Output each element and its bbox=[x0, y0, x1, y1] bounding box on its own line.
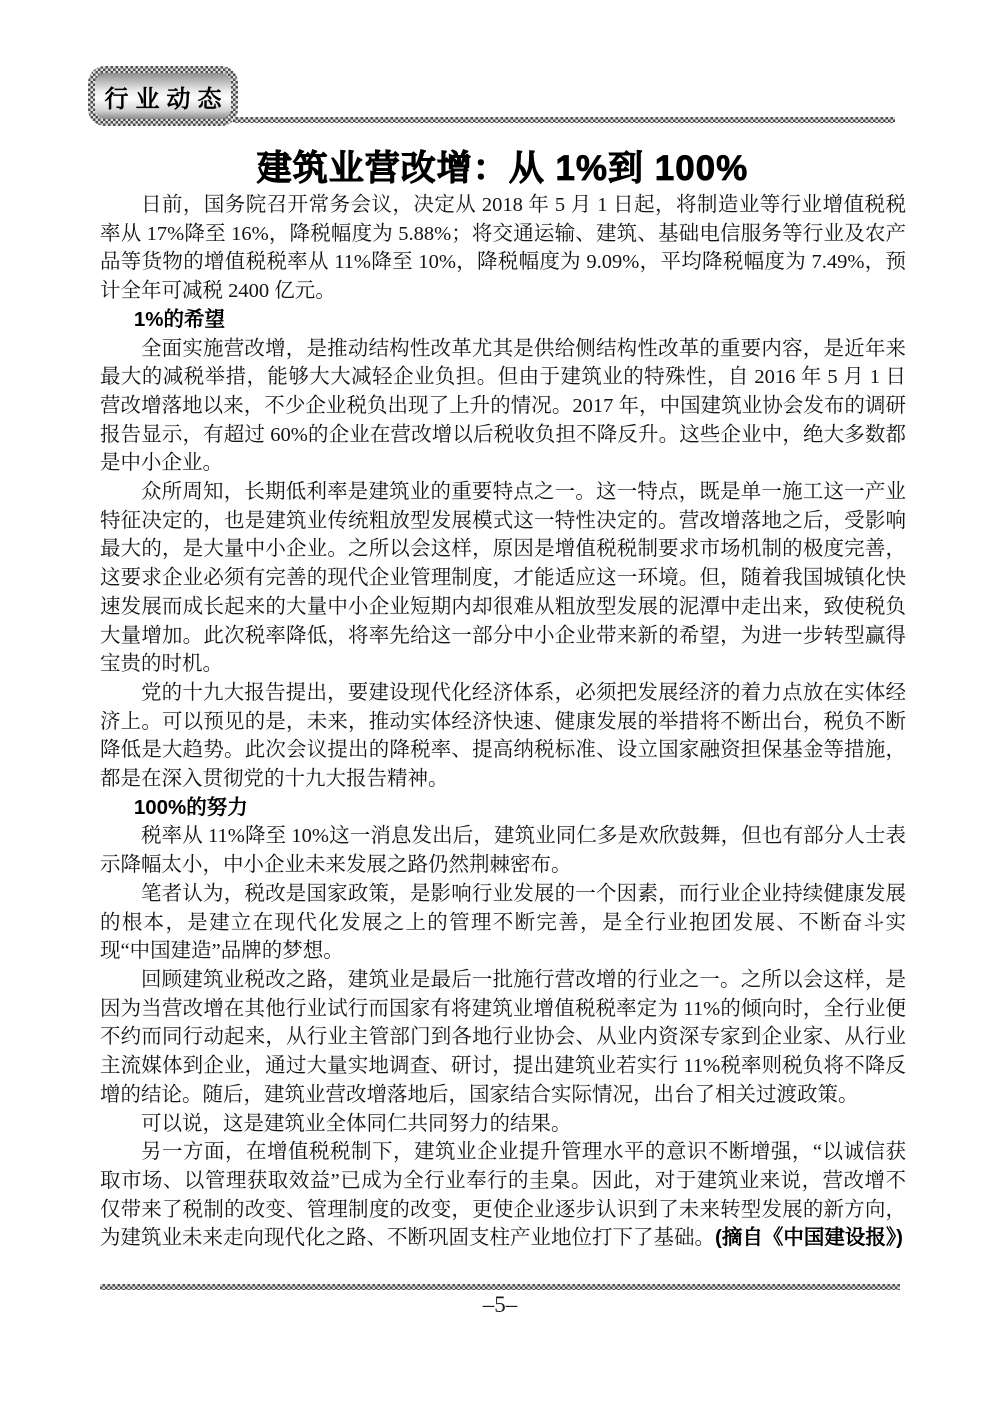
body-paragraph: 回顾建筑业税改之路，建筑业是最后一批施行营改增的行业之一。之所以会这样，是因为当营改增在其他行业试行而国家有将建筑业增值税税率定为 11%的倾向时，全行业便不约而同行动起来，从行业主管部门到各地行业协会、从业内资深专家到企业家、从行业主流媒体到企业，通过大量实地调查、研讨，提出建筑业若实行 11%税率则税负将不降反增的结论。随后，建筑业营改增落地后，国家结合实际情况，出台了相关过渡政策。 bbox=[100, 968, 906, 1106]
body-paragraph bbox=[100, 1138, 906, 1253]
body-paragraph: 可以说，这是建筑业全体同仁共同努力的结果。 bbox=[141, 1112, 572, 1135]
article-title: 建筑业营改增：从 1%到 100% bbox=[256, 149, 749, 188]
section-heading: 1%的希望 bbox=[133, 307, 225, 331]
header-rule bbox=[233, 117, 895, 123]
section-badge bbox=[88, 66, 238, 126]
body-paragraph: 众所周知，长期低利率是建筑业的重要特点之一。这一特点，既是单一施工这一产业特征决定的，也是建筑业传统粗放型发展模式这一特性决定的。营改增落地之后，受影响最大的，是大量中小企业。之所以会这样，原因是增值税税制要求市场机制的极度完善，这要求企业必须有完善的现代企业管理制度，才能适应这一环境。但，随着我国城镇化快速发展而成长起来的大量中小企业短期内却很难从粗放型发展的泥潭中走出来，致使税负大量增加。此次税率降低，将率先给这一部分中小企业带来新的希望，为进一步转型赢得宝贵的时机。 bbox=[100, 481, 906, 676]
body-paragraph: 日前，国务院召开常务会议，决定从 2018 年 5 月 1 日起，将制造业等行业增值税税率从 17%降至 16%，降税幅度为 5.88%；将交通运输、建筑、基础电信服务等行业及农产品等货物的增值税税率从 11%降至 10%，降税幅度为 9.09%，平均降税幅度为 7.49%，预计全年可减税 2400 亿元。 bbox=[100, 194, 906, 303]
body-paragraph: 党的十九大报告提出，要建设现代化经济体系，必须把发展经济的着力点放在实体经济上。可以预见的是，未来，推动实体经济快速、健康发展的举措将不断出台，税负不断降低是大趋势。此次会议提出的降税率、提高纳税标准、设立国家融资担保基金等措施，都是在深入贯彻党的十九大报告精神。 bbox=[100, 681, 906, 791]
section-badge-label: 行业动态 bbox=[104, 85, 229, 113]
section-heading: 100%的努力 bbox=[133, 795, 248, 819]
article-body bbox=[100, 191, 906, 1253]
footer-rule bbox=[100, 1284, 900, 1290]
source-citation: (摘自《中国建设报》) bbox=[715, 1226, 903, 1250]
body-paragraph: 全面实施营改增，是推动结构性改革尤其是供给侧结构性改革的重要内容，是近年来最大的减税举措，能够大大减轻企业负担。但由于建筑业的特殊性，自 2016 年 5 月 1 日营改增落地以来，不少企业税负出现了上升的情况。2017 年，中国建筑业协会发布的调研报告显示，有超过 60%的企业在营改增以后税收负担不降反升。这些企业中，绝大多数都是中小企业。 bbox=[100, 337, 906, 475]
paragraph-text: 另一方面，在增值税税制下，建筑业企业提升管理水平的意识不断增强，“以诚信获取市场、以管理获取效益”已成为全行业奉行的圭臬。因此，对于建筑业来说，营改增不仅带来了税制的改变、管理制度的改变，更使企业逐步认识到了未来转型发展的新方向，为建筑业未来走向现代化之路、不断巩固支柱产业地位打下了基础。 bbox=[100, 1141, 906, 1250]
section-badge-inner bbox=[95, 73, 231, 119]
page-number: –5– bbox=[482, 1292, 518, 1317]
body-paragraph: 税率从 11%降至 10%这一消息发出后，建筑业同仁多是欢欣鼓舞，但也有部分人士表示降幅太小，中小企业未来发展之路仍然荆棘密布。 bbox=[100, 825, 906, 877]
body-paragraph: 笔者认为，税改是国家政策，是影响行业发展的一个因素，而行业企业持续健康发展的根本，是建立在现代化发展之上的管理不断完善，是全行业抱团发展、不断奋斗实现“中国建造”品牌的梦想。 bbox=[100, 882, 906, 963]
